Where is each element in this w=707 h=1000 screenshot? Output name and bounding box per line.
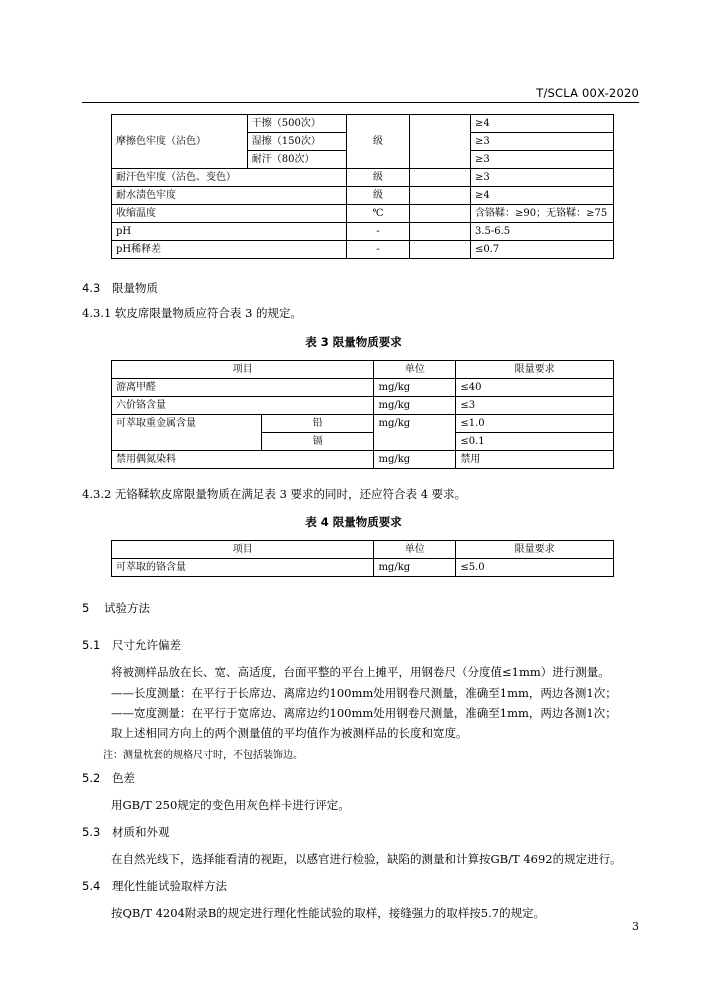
table-3 [111, 360, 614, 469]
row-unit: mg/kg [374, 379, 456, 397]
table-row [112, 379, 614, 397]
row-req: ≤40 [456, 379, 614, 397]
paragraph-line: ——宽度测量：在平行于宽席边、离席边约100mm处用钢卷尺测量，准确至1mm，两边各测1次； [111, 706, 617, 720]
cadmium-label: 镉 [261, 433, 374, 451]
section-title: 理化性能试验取样方法 [112, 879, 227, 893]
table-row [112, 397, 614, 415]
row-item: 游离甲醛 [112, 379, 374, 397]
section-5-1-heading [82, 637, 181, 653]
section-title: 尺寸允许偏差 [112, 638, 181, 652]
paragraph-5-2: 用GB/T 250规定的变色用灰色样卡进行评定。 [111, 798, 350, 812]
row-req: ≤3 [456, 397, 614, 415]
dry-rub-label: 干擦（500次） [247, 115, 346, 133]
paragraph-line: ——长度测量：在平行于长席边、离席边约100mm处用钢卷尺测量，准确至1mm，两边各测1次； [111, 686, 617, 700]
section-number: 5.4 [82, 879, 101, 893]
header-unit: 单位 [374, 361, 456, 379]
table-row [112, 169, 614, 187]
rubbing-unit: 级 [346, 115, 410, 169]
table-row [112, 241, 614, 259]
section-title: 限量物质 [112, 281, 158, 295]
row-req: ≥4 [470, 187, 613, 205]
section-title: 色差 [112, 771, 135, 785]
header-requirement: 限量要求 [456, 541, 614, 559]
row-req: ≤0.7 [470, 241, 613, 259]
row-item: 可萃取的铬含量 [112, 559, 374, 577]
empty-cell [410, 223, 471, 241]
row-item: 耐水渍色牢度 [112, 187, 347, 205]
document-code: T/SCLA 00X-2020 [536, 86, 639, 100]
row-item: 耐汗色牢度（沾色、变色） [112, 169, 347, 187]
section-number: 5.3 [82, 825, 101, 839]
empty-cell [410, 205, 471, 223]
lead-req: ≤1.0 [456, 415, 614, 433]
table-row [112, 559, 614, 577]
sweat-rub-req: ≥3 [470, 151, 613, 169]
dry-rub-req: ≥4 [470, 115, 613, 133]
paragraph-5-4: 按QB/T 4204附录B的规定进行理化性能试验的取样，接缝强力的取样按5.7的规定。 [111, 906, 546, 920]
row-unit: 级 [346, 169, 410, 187]
table-header-row [112, 361, 614, 379]
row-unit: ℃ [346, 205, 410, 223]
cadmium-req: ≤0.1 [456, 433, 614, 451]
row-req: 禁用 [456, 451, 614, 469]
row-req: ≤5.0 [456, 559, 614, 577]
table-header-row [112, 541, 614, 559]
paragraph-line: 将被测样品放在长、宽、高适度，台面平整的平台上摊平，用钢卷尺（分度值≤1mm）进行测量。 [111, 665, 610, 679]
row-unit: - [346, 223, 410, 241]
section-5-heading [82, 600, 150, 616]
row-item: pH [112, 223, 347, 241]
table-3-caption: 表 3 限量物质要求 [305, 335, 402, 349]
lead-label: 铅 [261, 415, 374, 433]
rubbing-fastness-label: 摩擦色牢度（沾色） [112, 115, 248, 169]
header-divider [82, 102, 639, 103]
section-number: 5.1 [82, 638, 101, 652]
section-number: 4.3 [82, 281, 101, 295]
wet-rub-label: 湿擦（150次） [247, 133, 346, 151]
empty-cell [410, 169, 471, 187]
empty-cell [410, 115, 471, 169]
section-number: 5.2 [82, 771, 101, 785]
section-4-3-heading [82, 280, 158, 296]
table-row [112, 451, 614, 469]
heavy-metal-label: 可萃取重金属含量 [112, 415, 262, 451]
table-row [112, 187, 614, 205]
note-5-1: 注：测量枕套的规格尺寸时，不包括装饰边。 [103, 750, 303, 761]
row-item: pH稀释差 [112, 241, 347, 259]
header-item: 项目 [112, 361, 374, 379]
heavy-metal-unit: mg/kg [374, 415, 456, 451]
row-unit: - [346, 241, 410, 259]
table-row [112, 115, 614, 133]
section-5-3-heading [82, 824, 170, 840]
table-row [112, 415, 614, 433]
row-unit: mg/kg [374, 397, 456, 415]
sweat-rub-label: 耐汗（80次） [247, 151, 346, 169]
row-item: 收缩温度 [112, 205, 347, 223]
section-number: 5 [82, 601, 90, 615]
table-row [112, 223, 614, 241]
row-item: 六价铬含量 [112, 397, 374, 415]
section-title: 试验方法 [104, 601, 150, 615]
header-requirement: 限量要求 [456, 361, 614, 379]
row-unit: mg/kg [374, 451, 456, 469]
wet-rub-req: ≥3 [470, 133, 613, 151]
empty-cell [410, 241, 471, 259]
table-row [112, 205, 614, 223]
paragraph-4-3-2: 4.3.2 无铬鞣软皮席限量物质在满足表 3 要求的同时，还应符合表 4 要求。 [82, 487, 467, 501]
page-number: 3 [632, 920, 639, 933]
empty-cell [410, 187, 471, 205]
row-req: 3.5-6.5 [470, 223, 613, 241]
header-unit: 单位 [374, 541, 456, 559]
paragraph-5-3: 在自然光线下，选择能看清的视距，以感官进行检验，缺陷的测量和计算按GB/T 4692的规定进行。 [111, 852, 622, 866]
row-unit: mg/kg [374, 559, 456, 577]
row-req: ≥3 [470, 169, 613, 187]
table-4-caption: 表 4 限量物质要求 [305, 515, 402, 529]
section-title: 材质和外观 [112, 825, 170, 839]
row-unit: 级 [346, 187, 410, 205]
section-5-2-heading [82, 770, 135, 786]
property-table-continued [111, 114, 614, 259]
row-item: 禁用偶氮染料 [112, 451, 374, 469]
paragraph-line: 取上述相同方向上的两个测量值的平均值作为被测样品的长度和宽度。 [111, 726, 468, 740]
header-item: 项目 [112, 541, 374, 559]
paragraph-4-3-1: 4.3.1 软皮席限量物质应符合表 3 的规定。 [82, 306, 303, 320]
row-req: 含铬鞣：≥90；无铬鞣：≥75 [470, 205, 613, 223]
table-4 [111, 540, 614, 577]
section-5-4-heading [82, 878, 227, 894]
